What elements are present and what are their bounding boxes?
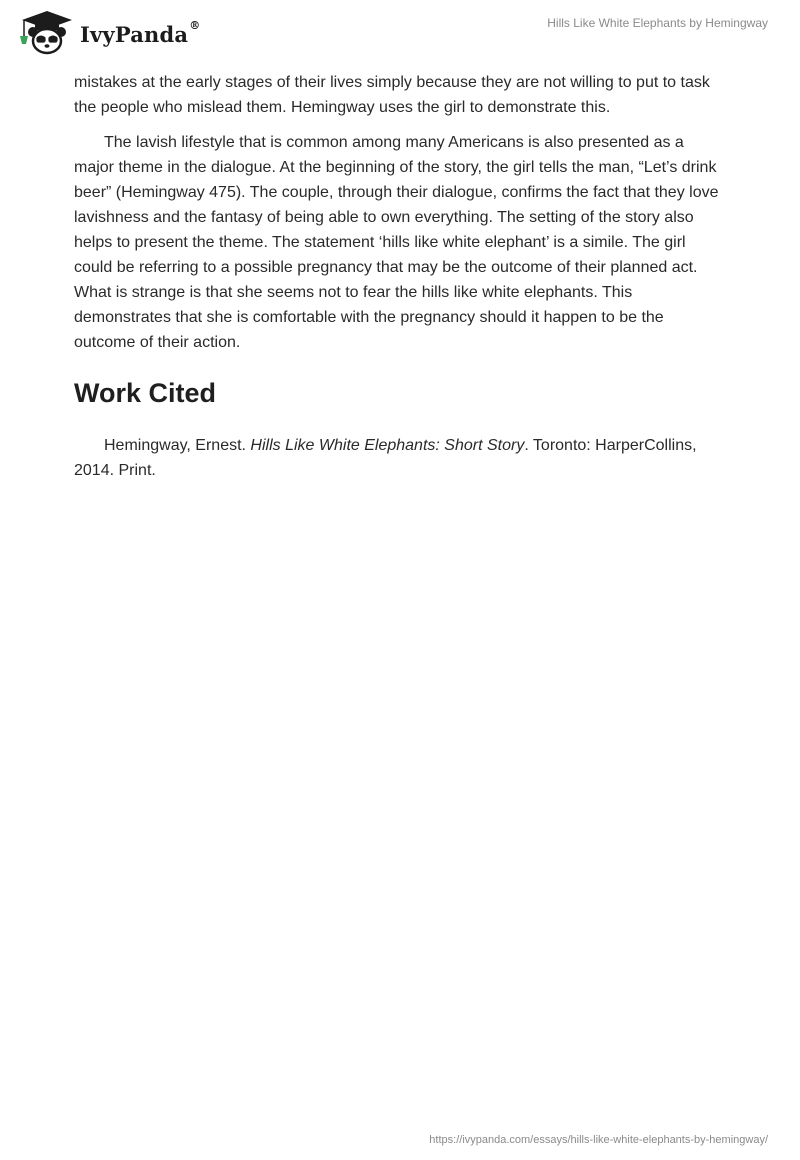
citation-entry (74, 433, 724, 483)
paragraph-continuation: mistakes at the early stages of their lives simply because they are not willing to put to task the people who mislead them. Hemingway uses the girl to demonstrate this. (74, 74, 710, 116)
panda-graduate-icon (16, 8, 76, 56)
works-cited-heading: Work Cited (74, 378, 217, 408)
logo-wordmark: IvyPanda® (80, 19, 201, 47)
essay-content (74, 70, 724, 483)
document-title: Hills Like White Elephants by Hemingway (547, 16, 768, 30)
source-url-link[interactable]: https://ivypanda.com/essays/hills-like-white-elephants-by-hemingway/ (429, 1134, 768, 1146)
ivypanda-logo[interactable] (16, 8, 206, 56)
citation-author: Hemingway, Ernest. (104, 437, 251, 454)
citation-publication: . Toronto: HarperCollins, 2014. Print. (74, 437, 697, 479)
paragraph-lavish-lifestyle: The lavish lifestyle that is common among many Americans is also presented as a major theme in the dialogue. At the beginning of the story, the girl tells the man, “Let’s drink beer” (Hemingway 475). The couple, through their dialogue, confirms the fact that they love lavishness and the fantasy of being able to own everything. The setting of the story also helps to present the theme. The statement ‘hills like white elephant’ is a simile. The girl could be referring to a possible pregnancy that may be the outcome of their planned act. What is strange is that she seems not to fear the hills like white elephants. This demonstrates that she is comfortable with the pregnancy should it happen to be the outcome of their action. (74, 134, 719, 351)
registered-mark: ® (189, 19, 201, 32)
citation-title: Hills Like White Elephants: Short Story (250, 437, 525, 454)
page-header (0, 0, 800, 64)
